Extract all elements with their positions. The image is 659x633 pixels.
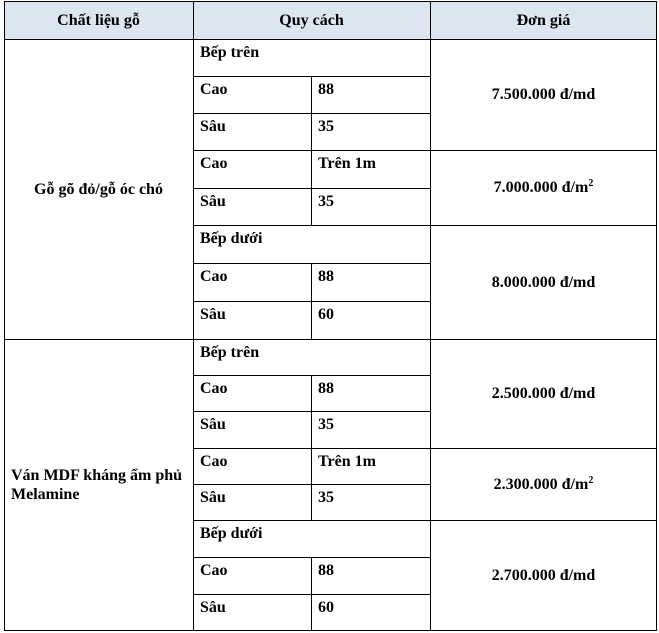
spec-value — [311, 375, 430, 411]
border-line — [4, 1, 657, 2]
spec-value-text: 88 — [318, 562, 334, 579]
header-spec-text: Quy cách — [279, 11, 344, 29]
spec-value — [311, 263, 430, 301]
border-line — [193, 448, 657, 449]
spec-value-text: 60 — [318, 306, 334, 323]
price-exponent: 2 — [588, 178, 594, 189]
price-cell — [430, 339, 657, 448]
spec-label — [193, 150, 311, 188]
spec-label — [193, 76, 311, 113]
price-text: 2.500.000 đ/md — [491, 385, 596, 402]
spec-label — [193, 113, 311, 150]
spec-value-text: 88 — [318, 380, 334, 397]
price-cell — [430, 448, 657, 520]
material-name: Gỗ gõ đỏ/gỗ óc chó — [34, 180, 163, 198]
spec-value — [311, 484, 430, 520]
section-title — [193, 339, 430, 375]
price-value: 7.000.000 đ/m — [493, 179, 589, 196]
price-text: 8.000.000 đ/md — [491, 273, 596, 291]
spec-value — [311, 150, 430, 188]
spec-label-text: Sâu — [200, 193, 226, 210]
spec-label-text: Cao — [200, 81, 228, 98]
spec-value — [311, 113, 430, 150]
border-line — [193, 1, 194, 631]
spec-label-text: Cao — [200, 380, 228, 397]
spec-label-text: Cao — [200, 155, 228, 172]
border-line — [311, 375, 312, 520]
spec-label — [193, 263, 311, 301]
spec-value — [311, 76, 430, 113]
section-title-text: Bếp trên — [200, 344, 260, 361]
spec-value — [311, 594, 430, 631]
border-line — [656, 1, 657, 631]
price-text: 2.700.000 đ/md — [491, 567, 596, 584]
spec-value-text: 88 — [318, 81, 334, 98]
border-line — [193, 520, 657, 521]
border-line — [4, 630, 657, 631]
spec-value-text: 35 — [318, 118, 334, 135]
spec-label — [193, 448, 311, 484]
spec-label — [193, 188, 311, 225]
section-title — [193, 520, 430, 557]
spec-label — [193, 375, 311, 411]
spec-value-text: 35 — [318, 193, 334, 210]
spec-value-text: 35 — [318, 489, 334, 506]
spec-value — [311, 448, 430, 484]
header-price-text: Đơn giá — [516, 11, 571, 29]
spec-label-text: Cao — [200, 562, 228, 579]
spec-label-text: Sâu — [200, 416, 226, 433]
spec-value — [311, 301, 430, 339]
section-title — [193, 225, 430, 263]
price-value: 2.300.000 đ/m — [493, 475, 589, 493]
spec-value — [311, 557, 430, 594]
price-text — [494, 178, 594, 197]
section-title-text: Bếp trên — [200, 44, 260, 61]
border-line — [430, 1, 431, 631]
header-material-text: Chất liệu gỗ — [57, 11, 140, 29]
material-cell — [4, 339, 193, 631]
spec-label-text: Sâu — [200, 599, 226, 616]
spec-label — [193, 411, 311, 448]
border-line — [311, 557, 312, 631]
price-cell — [430, 150, 657, 225]
header-spec — [193, 1, 430, 39]
price-exponent: 2 — [588, 474, 594, 486]
spec-label — [193, 594, 311, 631]
spec-value-text: 60 — [318, 599, 334, 616]
section-title-text: Bếp dưới — [200, 230, 263, 247]
header-price — [430, 1, 657, 39]
spec-label-text: Sâu — [200, 118, 226, 135]
border-line — [4, 1, 5, 631]
border-line — [4, 39, 657, 40]
spec-value-text: Trên 1m — [318, 453, 376, 470]
price-cell — [430, 39, 657, 150]
section-title-text: Bếp dưới — [200, 525, 263, 542]
spec-value-text: 35 — [318, 416, 334, 433]
spec-label-text: Sâu — [200, 306, 226, 323]
section-title — [193, 39, 430, 76]
spec-label-text: Cao — [200, 268, 228, 285]
spec-label — [193, 301, 311, 339]
price-table — [4, 1, 657, 631]
spec-value-text: Trên 1m — [318, 155, 376, 172]
border-line — [193, 150, 657, 151]
price-cell — [430, 225, 657, 339]
price-text — [494, 475, 594, 494]
material-cell — [4, 39, 193, 339]
material-name: Ván MDF kháng ẩm phủ Melamine — [11, 467, 183, 503]
header-material — [4, 1, 193, 39]
spec-value — [311, 411, 430, 448]
border-line — [4, 339, 657, 340]
spec-label — [193, 557, 311, 594]
price-cell — [430, 520, 657, 631]
spec-value — [311, 188, 430, 225]
spec-label-text: Cao — [200, 453, 228, 470]
price-text: 7.500.000 đ/md — [491, 86, 596, 103]
spec-value-text: 88 — [318, 268, 334, 285]
border-line — [193, 225, 657, 226]
spec-label-text: Sâu — [200, 489, 226, 506]
border-line — [311, 263, 312, 339]
border-line — [311, 76, 312, 225]
spec-label — [193, 484, 311, 520]
